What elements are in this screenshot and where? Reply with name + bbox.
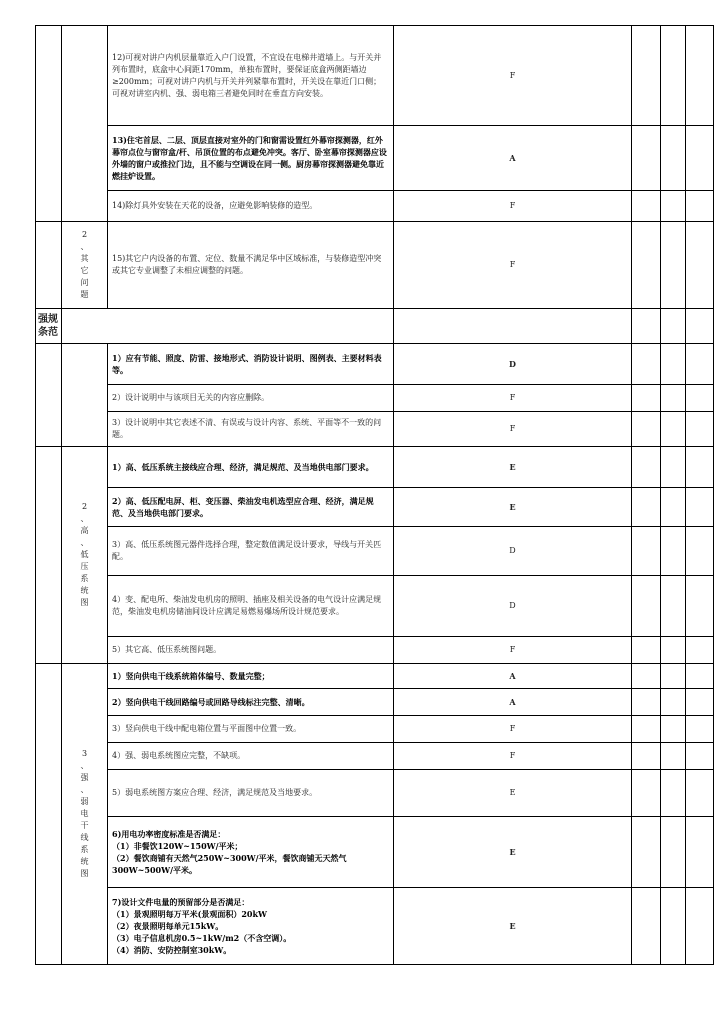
criteria-text: 15)其它户内设备的布置、定位、数量不满足华中区域标准，与装修造型冲突或其它专业调整了未相应调整的问题。 xyxy=(108,222,394,309)
label-char: 2 xyxy=(81,502,88,511)
criteria-text: 3）设计说明中其它表述不清、有误或与设计内容、系统、平面等不一致的问题。 xyxy=(108,412,394,447)
label-char: 高 xyxy=(80,526,89,535)
empty-cell xyxy=(632,309,661,344)
other-issues-label xyxy=(62,222,108,309)
empty-cell xyxy=(686,664,714,689)
empty-cell xyxy=(661,385,686,412)
review-table xyxy=(35,25,714,965)
label-char: 压 xyxy=(80,562,89,571)
empty-cell xyxy=(661,664,686,689)
empty-cell xyxy=(686,770,714,817)
empty-cell xyxy=(62,309,394,344)
empty-cell xyxy=(632,26,661,126)
criteria-text: 2）设计说明中与该项目无关的内容应删除。 xyxy=(108,385,394,412)
label-char: 、 xyxy=(80,761,89,770)
empty-cell xyxy=(661,412,686,447)
empty-cell xyxy=(632,689,661,716)
empty-cell xyxy=(686,527,714,576)
label-char: 其 xyxy=(80,254,89,263)
grade-cell: E xyxy=(394,488,632,527)
label-char: 题 xyxy=(80,290,89,299)
grade-cell: A xyxy=(394,664,632,689)
empty-cell xyxy=(686,126,714,191)
label-char: 它 xyxy=(80,266,89,275)
label-char: 2 xyxy=(81,230,88,239)
label-char: 电 xyxy=(80,809,89,818)
table-row xyxy=(36,689,714,716)
section-cell xyxy=(36,344,62,447)
table-row xyxy=(36,222,714,309)
empty-cell xyxy=(686,191,714,222)
grade-cell: D xyxy=(394,344,632,385)
criteria-text: 4）强、弱电系统图应完整，不缺项。 xyxy=(108,743,394,770)
criteria-text: 1）应有节能、照度、防雷、接地形式、消防设计说明、图例表、主要材料表等。 xyxy=(108,344,394,385)
criteria-text: 6)用电功率密度标准是否满足： （1）非餐饮120W~150W/平米； （2）餐饮商铺有天然气250W~300W/平米，餐饮商铺无天然气300W~500W/平米。 xyxy=(108,817,394,888)
empty-cell xyxy=(632,817,661,888)
empty-cell xyxy=(632,576,661,637)
empty-cell xyxy=(661,817,686,888)
empty-cell xyxy=(661,126,686,191)
table-row xyxy=(36,716,714,743)
table-row xyxy=(36,447,714,488)
empty-cell xyxy=(661,576,686,637)
label-char: 、 xyxy=(80,242,89,251)
table-row xyxy=(36,664,714,689)
label-char: 图 xyxy=(80,869,89,878)
label-char: 系 xyxy=(80,574,89,583)
empty-cell xyxy=(661,26,686,126)
strong-header: 强规条范 xyxy=(36,309,62,344)
grade-cell: D xyxy=(394,527,632,576)
empty-cell xyxy=(686,447,714,488)
criteria-text: 3）高、低压系统图元器件选择合理，整定数值满足设计要求，导线与开关匹配。 xyxy=(108,527,394,576)
grade-cell: E xyxy=(394,817,632,888)
label-char: 系 xyxy=(80,845,89,854)
section-cell xyxy=(36,26,62,222)
empty-cell xyxy=(632,888,661,965)
label-char: 低 xyxy=(80,550,89,559)
empty-cell xyxy=(632,385,661,412)
empty-cell xyxy=(661,309,686,344)
criteria-text: 14)除灯具外安装在天花的设备，应避免影响装修的造型。 xyxy=(108,191,394,222)
label-char: 、 xyxy=(80,538,89,547)
empty-cell xyxy=(632,412,661,447)
empty-cell xyxy=(632,126,661,191)
empty-cell xyxy=(686,309,714,344)
label-char: 干 xyxy=(80,821,89,830)
criteria-text: 13)住宅首层、二层、顶层直接对室外的门和窗需设置红外幕帘探测器，红外幕帘点位与窗帘盒/杆、吊顶位置的布点避免冲突。客厅、卧室幕帘探测器应设外墙的窗户或推拉门边，且不能与空调设在同一侧。厨房幕帘探测器避免靠近燃挂炉设置。 xyxy=(108,126,394,191)
table-row xyxy=(36,191,714,222)
table-row xyxy=(36,576,714,637)
subsection-cell xyxy=(62,26,108,222)
empty-cell xyxy=(686,888,714,965)
empty-cell xyxy=(661,222,686,309)
grade-cell: A xyxy=(394,689,632,716)
section-cell xyxy=(36,447,62,664)
grade-cell: E xyxy=(394,888,632,965)
grade-cell: F xyxy=(394,716,632,743)
label-char: 图 xyxy=(80,598,89,607)
criteria-text: 3）竖向供电干线中配电箱位置与平面图中位置一致。 xyxy=(108,716,394,743)
empty-cell xyxy=(686,817,714,888)
label-char: 强 xyxy=(80,773,89,782)
empty-cell xyxy=(632,447,661,488)
subsection-cell xyxy=(62,344,108,447)
criteria-text: 12)可视对讲户内机层量靠近入户门设置，不宜设在电梯井道墙上。与开关并列布置时，底盒中心间距170mm，单独布置时，要保证底盒两侧距墙边≥200mm；可视对讲户内机与开关并列紧靠布置时，开关设在靠近门口侧；可视对讲室内机、强、弱电箱三者避免同时在垂直方向安装。 xyxy=(108,26,394,126)
empty-cell xyxy=(686,637,714,664)
table-row xyxy=(36,26,714,126)
empty-cell xyxy=(686,222,714,309)
empty-cell xyxy=(661,689,686,716)
table-row xyxy=(36,385,714,412)
power-trunk-system-label xyxy=(62,664,108,965)
empty-cell xyxy=(632,222,661,309)
empty-cell xyxy=(632,344,661,385)
table-row xyxy=(36,309,714,344)
criteria-text: 2）高、低压配电屏、柜、变压器、柴油发电机选型应合理、经济，满足规范、及当地供电部门要求。 xyxy=(108,488,394,527)
empty-cell xyxy=(661,770,686,817)
empty-cell xyxy=(686,743,714,770)
criteria-text: 5）其它高、低压系统图问题。 xyxy=(108,637,394,664)
table-row xyxy=(36,527,714,576)
criteria-text: 2）竖向供电干线回路编号或回路导线标注完整、清晰。 xyxy=(108,689,394,716)
empty-cell xyxy=(661,191,686,222)
empty-cell xyxy=(661,344,686,385)
table-row xyxy=(36,637,714,664)
empty-cell xyxy=(632,664,661,689)
empty-cell xyxy=(661,637,686,664)
section-cell xyxy=(36,664,62,965)
empty-cell xyxy=(686,412,714,447)
grade-cell: F xyxy=(394,222,632,309)
label-char: 弱 xyxy=(80,797,89,806)
grade-cell: F xyxy=(394,385,632,412)
grade-cell: F xyxy=(394,743,632,770)
criteria-text: 7)设计文件电量的预留部分是否满足： （1）景观照明每万平米(景观面积）20kW （2）夜景照明每单元15kW。 （3）电子信息机房0.5~1kW/m2（不含空调）。 （4）消防、安防控制室30kW。 xyxy=(108,888,394,965)
empty-cell xyxy=(661,447,686,488)
hv-lv-system-label xyxy=(62,447,108,664)
table-row xyxy=(36,743,714,770)
empty-cell xyxy=(661,716,686,743)
empty-cell xyxy=(686,385,714,412)
empty-cell xyxy=(661,743,686,770)
empty-cell xyxy=(394,309,632,344)
label-char: 、 xyxy=(80,514,89,523)
table-row xyxy=(36,817,714,888)
label-char: 统 xyxy=(80,586,89,595)
grade-cell: F xyxy=(394,26,632,126)
empty-cell xyxy=(686,576,714,637)
label-char: 问 xyxy=(80,278,89,287)
label-char: 统 xyxy=(80,857,89,866)
label-char: 线 xyxy=(80,833,89,842)
label-char: 3 xyxy=(81,749,88,758)
table-row xyxy=(36,770,714,817)
grade-cell: F xyxy=(394,637,632,664)
empty-cell xyxy=(632,743,661,770)
empty-cell xyxy=(686,26,714,126)
table-row xyxy=(36,488,714,527)
empty-cell xyxy=(632,191,661,222)
criteria-text: 4）变、配电所、柴油发电机房的照明、插座及相关设备的电气设计应满足规范，柴油发电机房储油间设计应满足易燃易爆场所设计规范要求。 xyxy=(108,576,394,637)
criteria-text: 1）高、低压系统主接线应合理、经济，满足规范、及当地供电部门要求。 xyxy=(108,447,394,488)
table-row xyxy=(36,412,714,447)
grade-cell: D xyxy=(394,576,632,637)
grade-cell: A xyxy=(394,126,632,191)
grade-cell: E xyxy=(394,770,632,817)
grade-cell: F xyxy=(394,412,632,447)
criteria-text: 1）竖向供电干线系统箱体编号、数量完整； xyxy=(108,664,394,689)
table-row xyxy=(36,888,714,965)
empty-cell xyxy=(686,716,714,743)
empty-cell xyxy=(661,488,686,527)
table-row xyxy=(36,126,714,191)
table-row xyxy=(36,344,714,385)
empty-cell xyxy=(686,344,714,385)
grade-cell: E xyxy=(394,447,632,488)
empty-cell xyxy=(632,488,661,527)
criteria-text: 5）弱电系统图方案应合理、经济，满足规范及当地要求。 xyxy=(108,770,394,817)
section-cell xyxy=(36,222,62,309)
empty-cell xyxy=(661,527,686,576)
empty-cell xyxy=(686,488,714,527)
empty-cell xyxy=(686,689,714,716)
empty-cell xyxy=(661,888,686,965)
label-char: 、 xyxy=(80,785,89,794)
empty-cell xyxy=(632,716,661,743)
empty-cell xyxy=(632,770,661,817)
empty-cell xyxy=(632,637,661,664)
grade-cell: F xyxy=(394,191,632,222)
empty-cell xyxy=(632,527,661,576)
